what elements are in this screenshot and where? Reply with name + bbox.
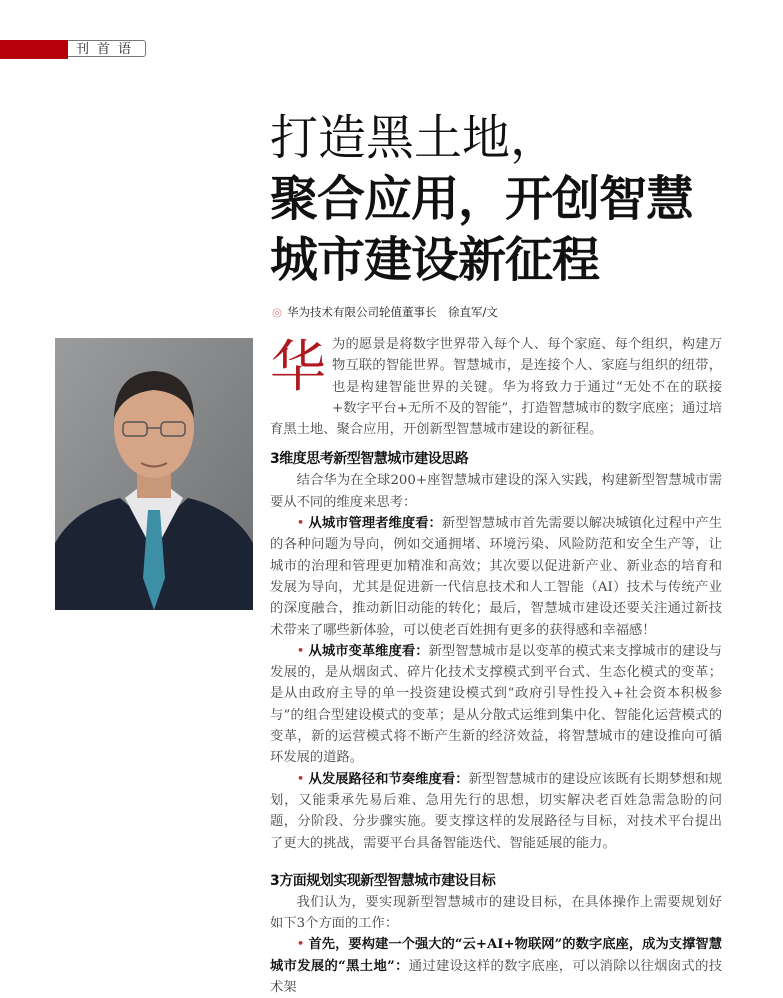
author-photo <box>55 338 253 610</box>
bullet-title: 从城市变革维度看： <box>308 643 429 659</box>
bullet-text: 通过建设这样的数字底座，可以消除以往烟囱式的技术架 <box>270 958 722 996</box>
drop-cap: 华 <box>270 335 326 400</box>
section-planning <box>270 870 722 998</box>
bullet-icon: • <box>296 516 305 532</box>
column-accent-bar <box>0 40 68 59</box>
title-line-1: 打造黑土地， <box>270 110 559 166</box>
section-lead: 结合华为在全球200+座智慧城市建设的深入实践，构建新型智慧城市需要从不同的维度来思考： <box>270 473 722 510</box>
article-body <box>270 334 722 998</box>
section-dimensions <box>270 448 722 853</box>
bullet-paragraph <box>270 769 722 854</box>
title-line-2: 聚合应用，开创智慧 <box>270 171 694 227</box>
bullet-icon: • <box>296 937 305 953</box>
bullet-title: 从发展路径和节奏维度看： <box>308 771 469 787</box>
bullet-text: 新型智慧城市首先需要以解决城镇化过程中产生的各种问题为导向，例如交通拥堵、环境污染、风险防范和安全生产等，让城市的治理和管理更加精准和高效；其次要以促进新产业、新业态的培育和发展为导向，尤其是促进新一代信息技术和人工智能（AI）技术与传统产业的深度融合，推动新旧动能的转化；最后，智慧城市建设还要关注通过新技术带来了哪些新体验，可以使老百姓拥有更多的获得感和幸福感！ <box>270 516 723 638</box>
section-heading: 3维度思考新型智慧城市建设思路 <box>270 451 469 468</box>
column-label: 刊首语 <box>68 40 146 57</box>
bullet-paragraph <box>270 513 722 641</box>
section-lead: 我们认为，要实现新型智慧城市的建设目标，在具体操作上需要规划好如下3个方面的工作： <box>270 894 722 932</box>
bullet-icon: • <box>296 771 305 787</box>
bullet-paragraph <box>270 641 722 769</box>
bullet-paragraph <box>270 934 722 998</box>
intro-text: 为的愿景是将数字世界带入每个人、每个家庭、每个组织，构建万物互联的智能世界。智慧城市，是连接个人、家庭与组织的纽带，也是构建智能世界的关键。华为将致力于通过“无处不在的联接+数字平台+无所不及的智能”，打造智慧城市的数字底座；通过培育黑土地、聚合应用，开创新型智慧城市建设的新征程。 <box>270 337 722 438</box>
section-heading: 3方面规划实现新型智慧城市建设目标 <box>270 872 496 889</box>
bullet-title: 首先，要构建一个强大的“云+AI+物联网”的数字底座，成为支撑智慧城市发展的“黑土地”： <box>270 937 722 974</box>
byline <box>272 304 498 320</box>
intro-paragraph <box>270 334 722 440</box>
byline-marker-icon: ◎ <box>272 305 283 319</box>
article-title <box>270 108 693 291</box>
byline-text: 华为技术有限公司轮值董事长 徐直军/文 <box>287 305 498 319</box>
bullet-text: 新型智慧城市的建设应该既有长期梦想和规划，又能秉承先易后难、急用先行的思想，切实解决老百姓急需急盼的问题，分阶段、分步骤实施。要支撑这样的发展路径与目标，对技术平台提出了更大的挑战，需要平台具备智能迭代、智能延展的能力。 <box>270 771 723 851</box>
title-line-3: 城市建设新征程 <box>270 232 600 288</box>
bullet-title: 从城市管理者维度看： <box>308 516 442 532</box>
bullet-text: 新型智慧城市是以变革的模式来支撑城市的建设与发展的，是从烟囱式、碎片化技术支撑模式到平台式、生态化模式的变革；是从由政府主导的单一投资建设模式到“政府引导性投入+社会资本积极参与”的组合型建设模式的变革；是从分散式运维到集中化、智能化运营模式的变革，新的运营模式将不断产生新的经济效益，将智慧城市的建设推向可循环发展的道路。 <box>270 643 723 766</box>
bullet-icon: • <box>296 643 305 659</box>
